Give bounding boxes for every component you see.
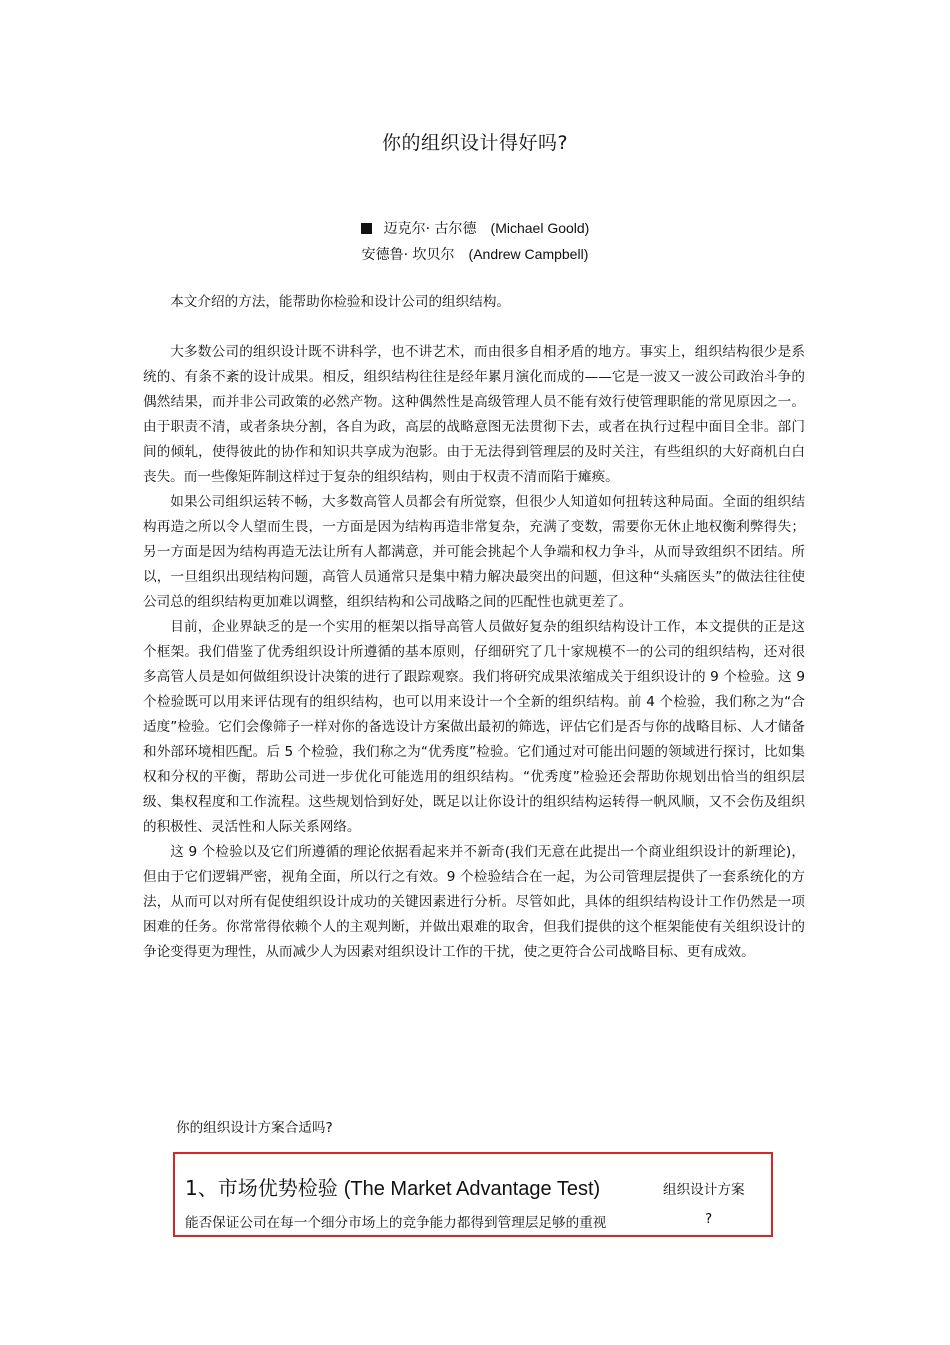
body-paragraph-1: 大多数公司的组织设计既不讲科学，也不讲艺术，而由很多自相矛盾的地方。事实上，组织结构很少是系统的、有条不紊的设计成果。相反，组织结构往往是经年累月演化而成的——它是一波又一波公司政治斗争的偶然结果，而并非公司政策的必然产物。这种偶然性是高级管理人员不能有效行使管理职能的常见原因之一。由于职责不清，或者条块分割，各自为政，高层的战略意图无法贯彻下去，或者在执行过程中面目全非。部门间的倾轧，使得彼此的协作和知识共享成为泡影。由于无法得到管理层的及时关注，有些组织的大好商机白白丧失。而一些像矩阵制这样过于复杂的组织结构，则由于权责不清而陷于瘫痪。 (143, 344, 805, 485)
author-2-name-en: (Andrew Campbell) (468, 246, 589, 262)
test-callout-box (173, 1152, 773, 1237)
author-1-name-en: (Michael Goold) (490, 220, 590, 236)
author-1-name-zh: 迈克尔· 古尔德 (383, 221, 477, 237)
test-tag: 组织设计方案 (663, 1182, 745, 1198)
intro-block (143, 290, 805, 315)
article-body (143, 340, 805, 965)
bullet-square-icon (361, 223, 372, 234)
article-title: 你的组织设计得好吗? (381, 132, 569, 154)
author-line-2 (0, 244, 950, 264)
body-paragraph-4: 这 9 个检验以及它们所遵循的理论依据看起来并不新奇(我们无意在此提出一个商业组织设计的新理论)，但由于它们逻辑严密，视角全面，所以行之有效。9 个检验结合在一起，为公司管理层提供了一套系统化的方法，从而可以对所有促使组织设计成功的关键因素进行分析。尽管如此，具体的组织结构设计工作仍然是一项困难的任务。你常常得依赖个人的主观判断，并做出艰难的取舍，但我们提供的这个框架能使有关组织设计的争论变得更为理性，从而减少人为因素对组织设计工作的干扰，使之更符合公司战略目标、更有成效。 (143, 844, 805, 960)
author-2-name-zh: 安德鲁· 坎贝尔 (361, 247, 455, 263)
body-paragraph-2: 如果公司组织运转不畅，大多数高管人员都会有所觉察，但很少人知道如何扭转这种局面。全面的组织结构再造之所以令人望而生畏，一方面是因为结构再造非常复杂，充满了变数，需要你无休止地权衡利弊得失；另一方面是因为结构再造无法让所有人都满意，并可能会挑起个人争端和权力争斗，从而导致组织不团结。所以，一旦组织出现结构问题，高管人员通常只是集中精力解决最突出的问题，但这种“头痛医头”的做法往往使公司总的组织结构更加难以调整，组织结构和公司战略之间的匹配性也就更差了。 (143, 494, 805, 610)
section-question: 你的组织设计方案合适吗? (176, 1120, 333, 1136)
test-description: 能否保证公司在每一个细分市场上的竞争能力都得到管理层足够的重视 (185, 1215, 607, 1231)
test-title (185, 1172, 600, 1201)
intro-paragraph: 本文介绍的方法，能帮助你检验和设计公司的组织结构。 (170, 294, 511, 310)
test-title-en: (The Market Advantage Test) (343, 1178, 601, 1200)
test-title-zh: 1、市场优势检验 (185, 1176, 338, 1200)
author-line-1 (0, 218, 950, 238)
body-paragraph-3: 目前，企业界缺乏的是一个实用的框架以指导高管人员做好复杂的组织结构设计工作，本文提供的正是这个框架。我们借鉴了优秀组织设计所遵循的基本原则，仔细研究了几十家规模不一的公司的组织结构，还对很多高管人员是如何做组织设计决策的进行了跟踪观察。我们将研究成果浓缩成关于组织设计的 9 个检验。这 9 个检验既可以用来评估现有的组织结构，也可以用来设计一个全新的组织结构。前 4 个检验，我们称之为“合适度”检验。它们会像筛子一样对你的备选设计方案做出最初的筛选，评估它们是否与你的战略目标、人才储备和外部环境相匹配。后 5 个检验，我们称之为“优秀度”检验。它们通过对可能出问题的领域进行探讨，比如集权和分权的平衡，帮助公司进一步优化可能选用的组织结构。“优秀度”检验还会帮助你规划出恰当的组织层级、集权程度和工作流程。这些规划恰到好处，既足以让你设计的组织结构运转得一帆风顺，又不会伤及组织的积极性、灵活性和人际关系网络。 (143, 619, 805, 835)
test-question-mark: ? (705, 1211, 713, 1227)
